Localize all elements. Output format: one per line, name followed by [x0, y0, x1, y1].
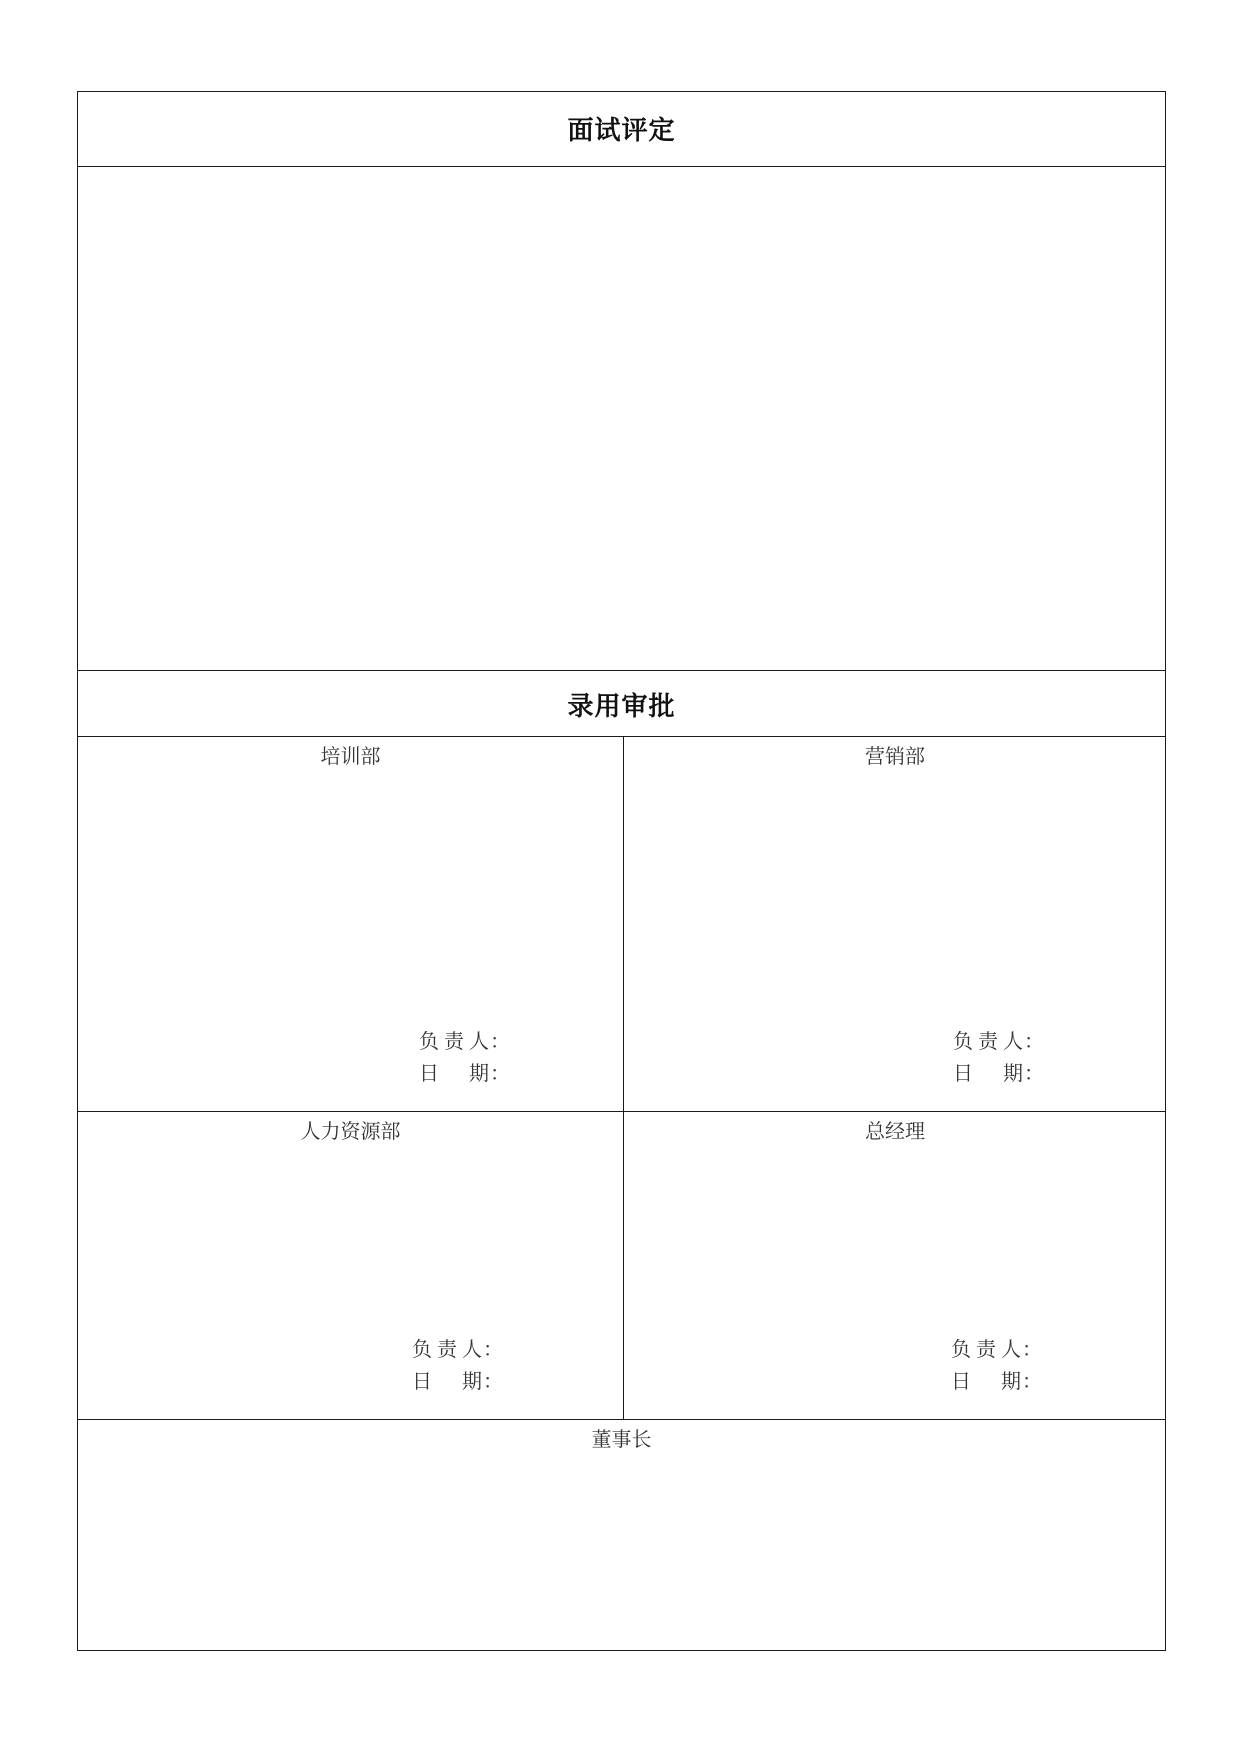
approval-cell-hr[interactable]	[78, 1111, 623, 1419]
person-label: 负责人	[419, 1029, 489, 1053]
colon: ：	[1024, 1061, 1044, 1085]
approval-title: 录用审批	[567, 692, 676, 722]
approval-cell-training[interactable]	[78, 736, 623, 1111]
date-label: 日 期	[953, 1061, 1023, 1085]
cell-title-marketing: 营销部	[865, 744, 925, 768]
cell-title-training: 培训部	[320, 744, 381, 768]
cell-title-general-manager: 总经理	[865, 1119, 925, 1143]
colon: ：	[490, 1029, 510, 1053]
person-label: 负责人	[951, 1337, 1021, 1361]
colon: ：	[483, 1337, 503, 1361]
approval-cell-general-manager[interactable]	[623, 1111, 1167, 1419]
divider	[78, 670, 1165, 671]
date-label: 日 期	[412, 1369, 482, 1393]
person-label: 负责人	[953, 1029, 1023, 1053]
signature-block	[951, 1333, 1042, 1397]
date-label: 日 期	[419, 1061, 489, 1085]
evaluation-title: 面试评定	[567, 116, 676, 146]
date-label: 日 期	[951, 1369, 1021, 1393]
colon: ：	[490, 1061, 510, 1085]
colon: ：	[1022, 1337, 1042, 1361]
signature-block	[412, 1333, 503, 1397]
person-label: 负责人	[412, 1337, 482, 1361]
evaluation-comment-area[interactable]	[78, 166, 1165, 670]
colon: ：	[1024, 1029, 1044, 1053]
signature-block	[419, 1025, 510, 1089]
approval-cell-marketing[interactable]	[623, 736, 1167, 1111]
interview-approval-form	[77, 91, 1166, 1651]
cell-title-hr: 人力资源部	[300, 1119, 401, 1143]
approval-cell-chairman[interactable]	[78, 1419, 1165, 1649]
cell-title-chairman: 董事长	[591, 1427, 652, 1451]
colon: ：	[1022, 1369, 1042, 1393]
colon: ：	[483, 1369, 503, 1393]
signature-block	[953, 1025, 1044, 1089]
